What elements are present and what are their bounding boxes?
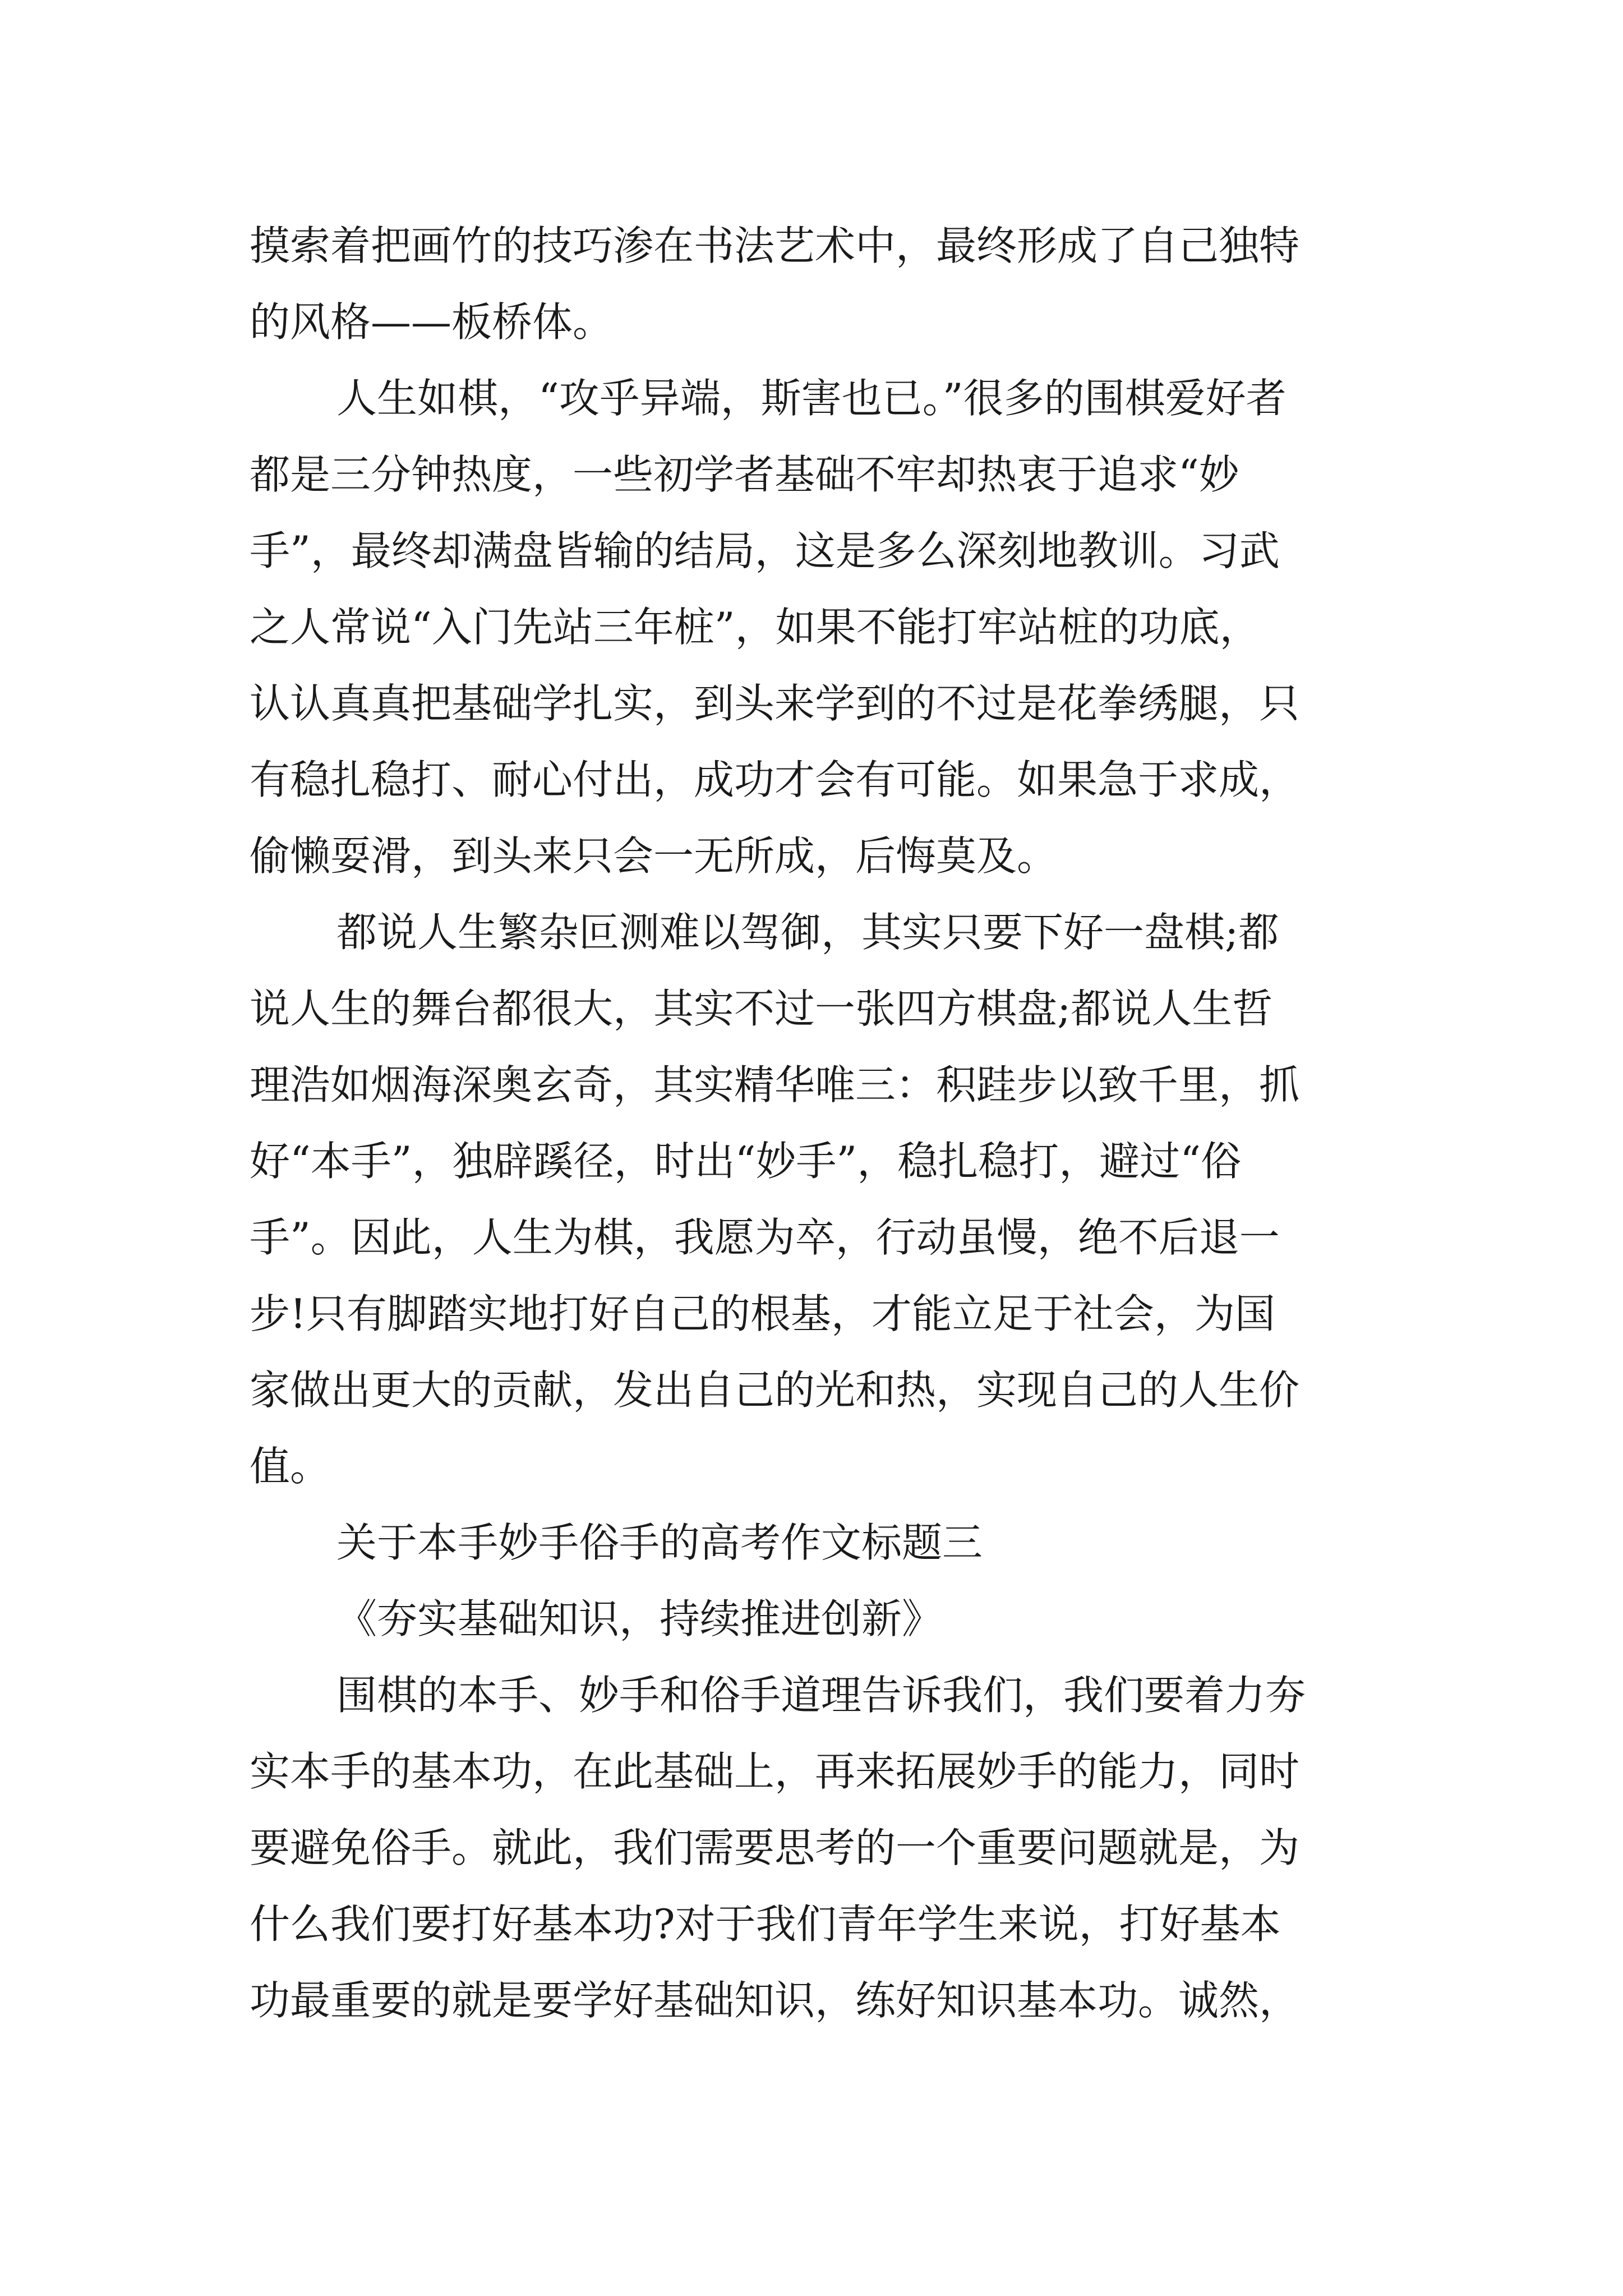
paragraph-start: 都说人生繁杂叵测难以驾御，其实只要下好一盘棋;都 xyxy=(336,909,1279,956)
text-line: 之人常说“入门先站三年桩”，如果不能打牢站桩的功底， xyxy=(250,604,1260,651)
document-body xyxy=(250,208,1399,2039)
text-line: 步!只有脚踏实地打好自己的根基，才能立足于社会，为国 xyxy=(250,1290,1275,1337)
text-line: 要避免俗手。就此，我们需要思考的一个重要问题就是，为 xyxy=(250,1824,1300,1871)
paragraph-start: 围棋的本手、妙手和俗手道理告诉我们，我们要着力夯 xyxy=(336,1672,1306,1719)
essay-title: 《夯实基础知识，持续推进创新》 xyxy=(336,1595,943,1642)
text-line: 手”，最终却满盘皆输的结局，这是多么深刻地教训。习武 xyxy=(250,527,1280,574)
text-line: 好“本手”，独辟蹊径，时出“妙手”，稳扎稳打，避过“俗 xyxy=(250,1138,1242,1185)
text-line: 偷懒耍滑，到头来只会一无所成，后悔莫及。 xyxy=(250,832,1058,880)
text-line: 什么我们要打好基本功?对于我们青年学生来说，打好基本 xyxy=(250,1901,1281,1948)
text-line: 的风格——板桥体。 xyxy=(250,298,614,346)
text-line: 有稳扎稳打、耐心付出，成功才会有可能。如果急于求成， xyxy=(250,756,1300,803)
paragraph-start: 人生如棋，“攻乎异端，斯害也已。”很多的围棋爱好者 xyxy=(336,375,1287,422)
text-line: 理浩如烟海深奥玄奇，其实精华唯三：积跬步以致千里，抓 xyxy=(250,1061,1300,1108)
text-line: 说人生的舞台都很大，其实不过一张四方棋盘;都说人生哲 xyxy=(250,985,1273,1032)
text-line: 手”。因此，人生为棋，我愿为卒，行动虽慢，绝不后退一 xyxy=(250,1214,1280,1261)
text-line: 认认真真把基础学扎实，到头来学到的不过是花拳绣腿，只 xyxy=(250,680,1300,727)
text-line: 家做出更大的贡献，发出自己的光和热，实现自己的人生价 xyxy=(250,1366,1300,1414)
text-line: 实本手的基本功，在此基础上，再来拓展妙手的能力，同时 xyxy=(250,1748,1300,1795)
text-line: 都是三分钟热度，一些初学者基础不牢却热衷于追求“妙 xyxy=(250,451,1239,498)
text-line: 摸索着把画竹的技巧渗在书法艺术中，最终形成了自己独特 xyxy=(250,222,1300,269)
section-heading: 关于本手妙手俗手的高考作文标题三 xyxy=(336,1519,983,1566)
text-line: 值。 xyxy=(250,1443,331,1490)
text-line: 功最重要的就是要学好基础知识，练好知识基本功。诚然， xyxy=(250,1977,1300,2024)
